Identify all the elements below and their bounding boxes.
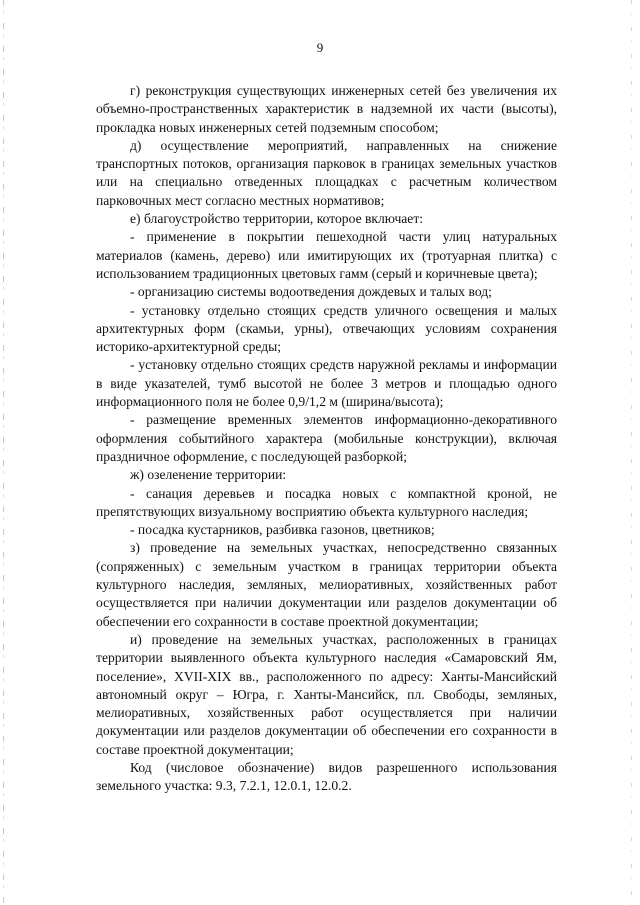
paragraph-d-traffic-parking: д) осуществление мероприятий, направленных на снижение транспортных потоков, организация парковок в границах земельных участков или на специально отведенных площадках с расчетным количеством парковочных мест согласно местных нормативов;: [96, 137, 557, 208]
paragraph-permitted-use-codes: Код (числовое обозначение) видов разрешенного использования земельного участка: 9.3, 7.2.1, 12.0.1, 12.0.2.: [96, 759, 557, 794]
paragraph-e-landscaping-heading: е) благоустройство территории, которое включает:: [130, 211, 424, 227]
list-item-street-lighting: - установку отдельно стоящих средств уличного освещения и малых архитектурных форм (скамьи, урны), отвечающих условиям сохранения историко-архитектурной среды;: [96, 302, 557, 355]
list-item-paving-materials: - применение в покрытии пешеходной части улиц натуральных материалов (камень, дерево) или имитирующих их (тротуарная плитка) с использованием традиционных цветовых гамм (серый и коричневые цвета);: [96, 229, 557, 281]
paragraph-i-samarovsky-yam: и) проведение на земельных участках, расположенных в границах территории выявленного объекта культурного наследия «Самаровский Ям, поселение», XVII-XIX вв., расположенного по адресу: Ханты-Мансийский автономный округ – Югра, г. Ханты-Мансийск, пл. Свободы, земляных, мелиоративных, хозяйственных работ осуществляется при наличии документации или разделов документации об обеспечении его сохранности в составе проектной документации;: [96, 631, 557, 757]
list-item-shrubs-lawns: - посадка кустарников, разбивка газонов, цветников;: [130, 522, 435, 538]
list-item-temporary-decoration: - размещение временных элементов информационно-декоративного оформления событийного характера (мобильные конструкции), включая праздничное оформление, с последующей разборкой;: [96, 412, 557, 464]
document-body: [96, 82, 557, 796]
scan-edge-right: [631, 0, 632, 905]
scan-edge-left: [3, 0, 4, 905]
list-item-drainage: - организацию системы водоотведения дождевых и талых вод;: [130, 284, 492, 300]
paragraph-g-engineering-networks: г) реконструкция существующих инженерных сетей без увеличения их объемно-пространственных характеристик в надземной их части (высоты), прокладка новых инженерных сетей подземным способом;: [96, 83, 557, 135]
page-number: 9: [316, 40, 324, 55]
list-item-outdoor-advertising: - установку отдельно стоящих средств наружной рекламы и информации в виде указателей, тумб высотой не более 3 метров и площадью одного информационного поля не более 0,9/1,2 м (ширина/высота);: [96, 357, 557, 410]
list-item-tree-sanitation: - санация деревьев и посадка новых с компактной кроной, не препятствующих визуальному восприятию объекта культурного наследия;: [96, 485, 557, 519]
paragraph-zh-greening-heading: ж) озеленение территории:: [130, 467, 287, 483]
paragraph-z-adjacent-plots: з) проведение на земельных участках, непосредственно связанных (сопряженных) с земельным участком в границах территории объекта культурного наследия, земляных, мелиоративных, хозяйственных работ осуществляется при наличии документации или разделов документации об обеспечении его сохранности в составе проектной документации;: [96, 540, 557, 629]
